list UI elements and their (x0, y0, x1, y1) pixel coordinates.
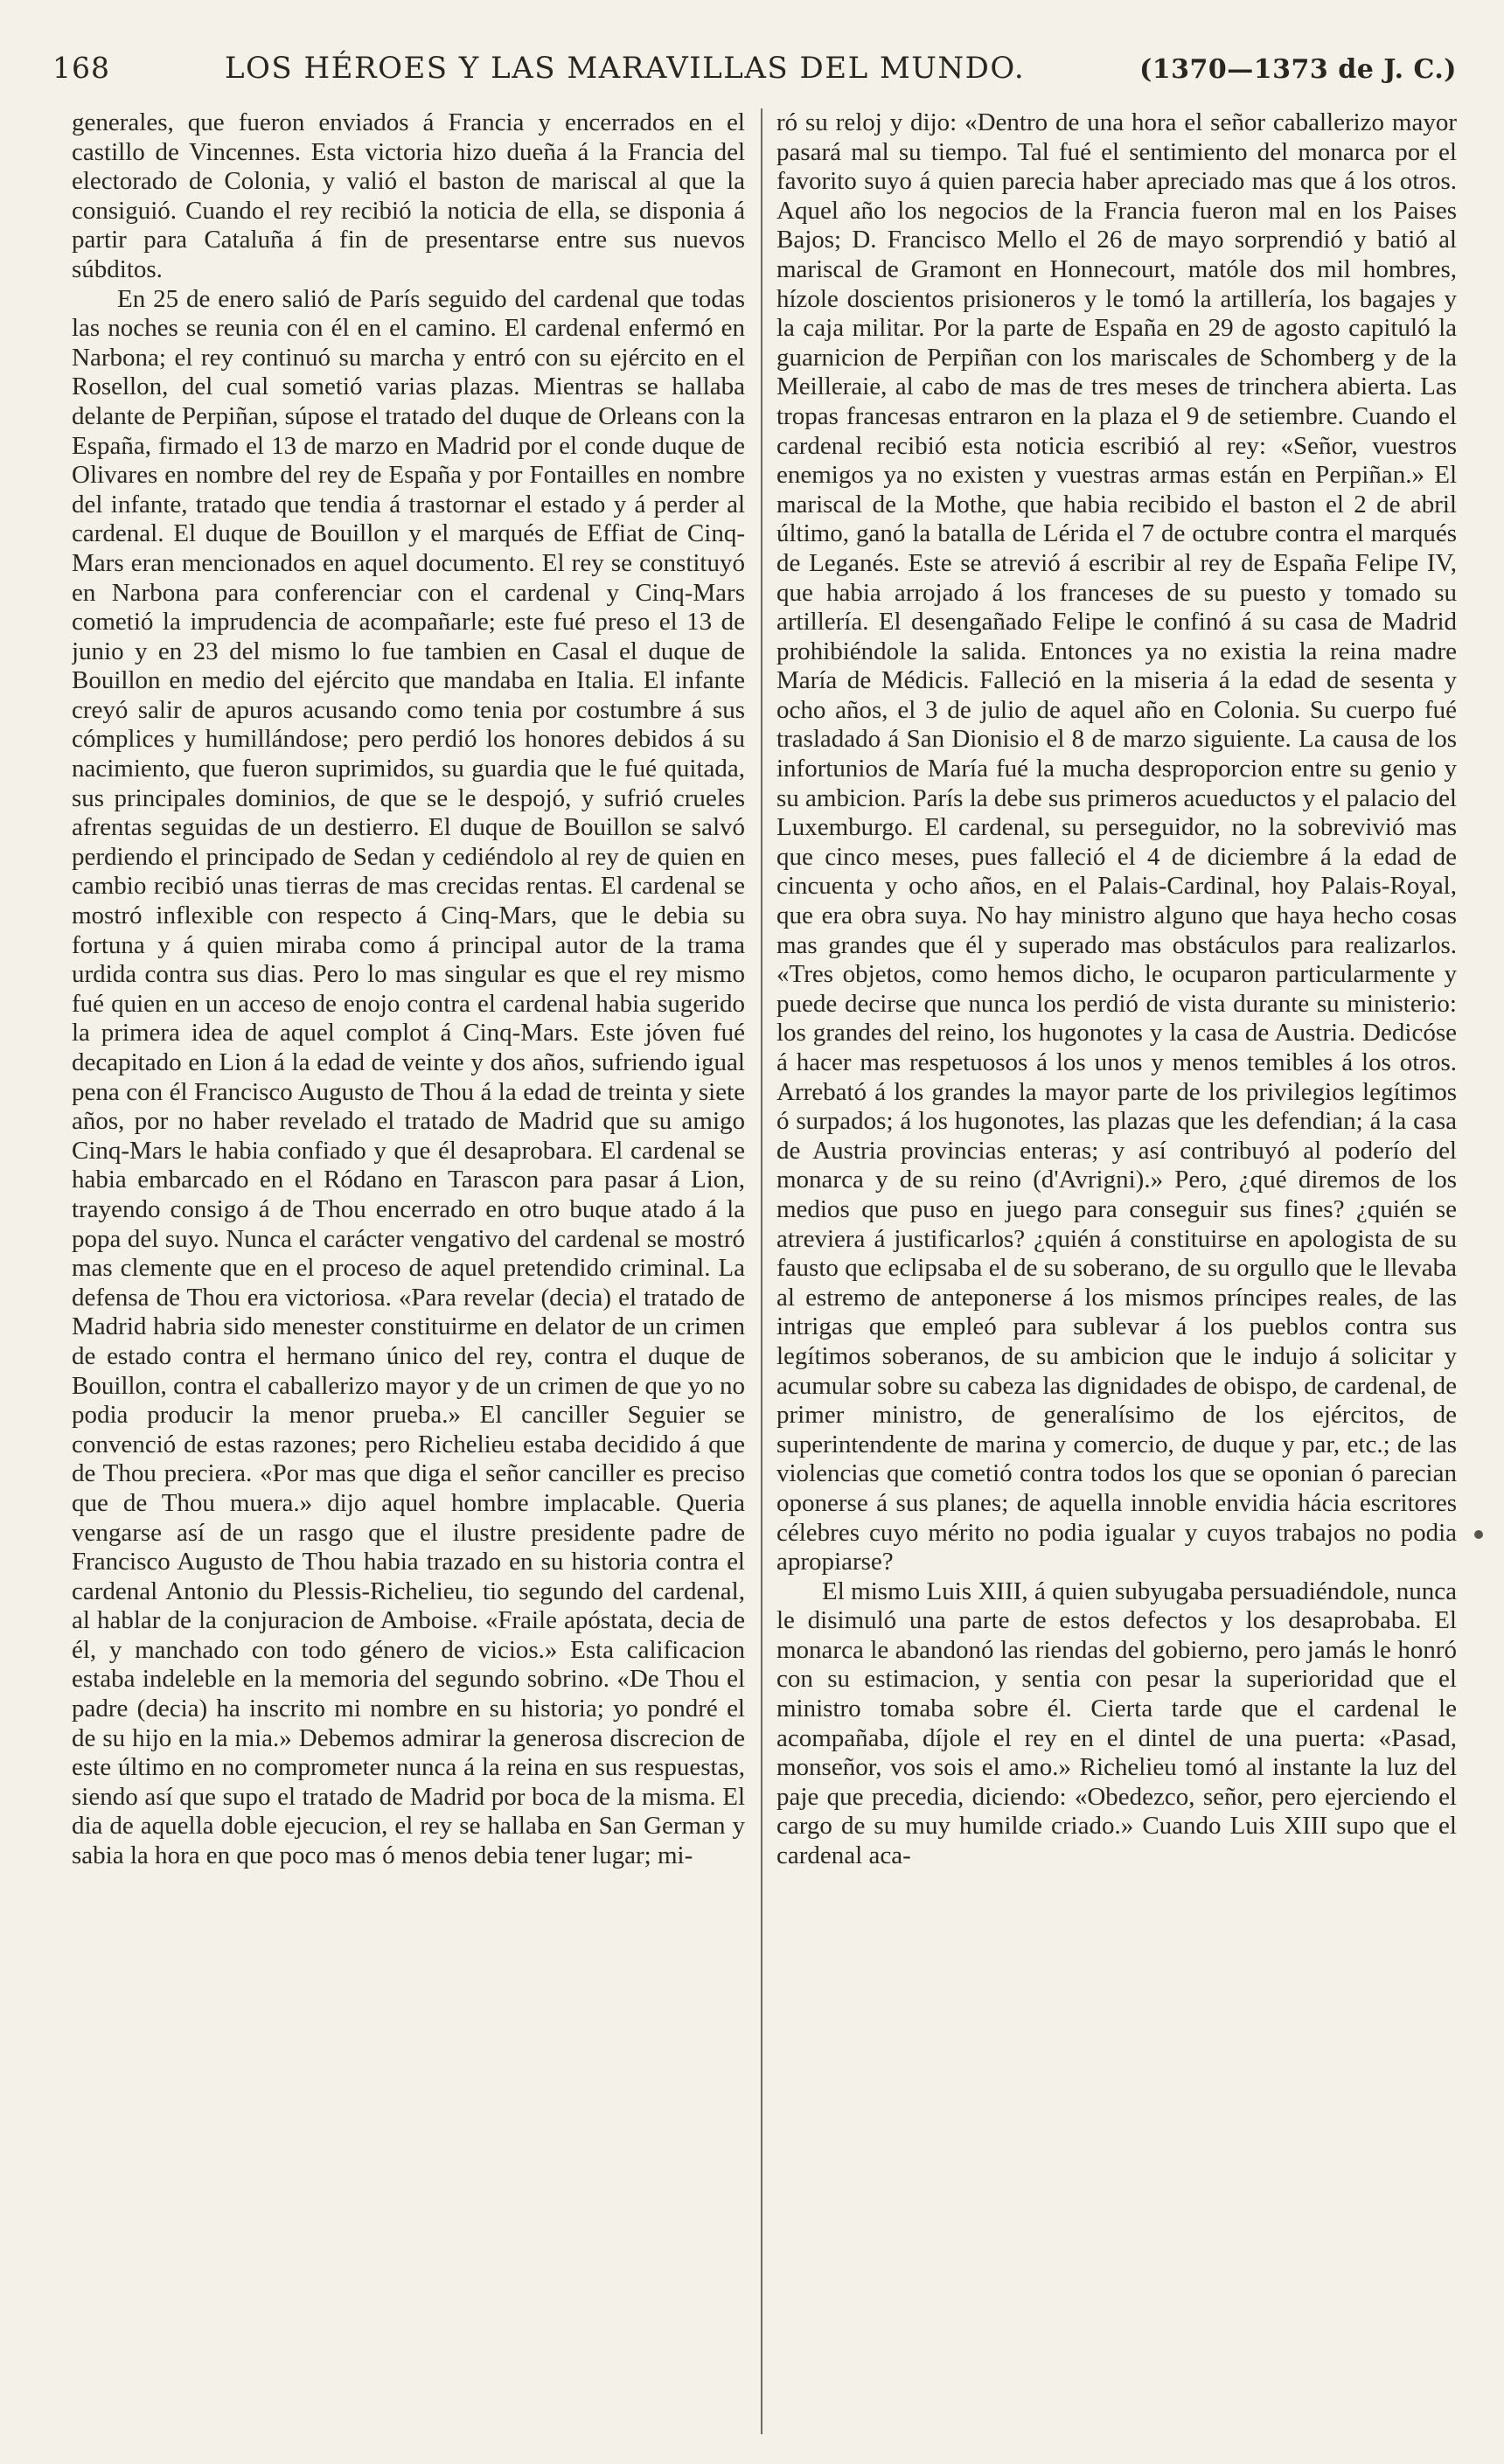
left-column (72, 108, 745, 2434)
left-paragraph-2: En 25 de enero salió de París seguido del cardenal que todas las noches se reunia con él en el camino. El cardenal enfermó en Narbona; el rey continuó su marcha y entró con su ejército en el Rosellon, del cual sometió varias plazas. Mientras se hallaba delante de Perpiñan, súpose el tratado del duque de Orleans con la España, firmado el 13 de marzo en Madrid por el conde duque de Olivares en nombre del rey de España y por Fontailles en nombre del infante, tratado que tendia á trastornar el estado y á perder al cardenal. El duque de Bouillon y el marqués de Effiat de Cinq-Mars eran mencionados en aquel documento. El rey se constituyó en Narbona para conferenciar con el cardenal y Cinq-Mars cometió la imprudencia de acompañarle; este fué preso el 13 de junio y en 23 del mismo lo fue tambien en Casal el duque de Bouillon en medio del ejército que mandaba en Italia. El infante creyó salir de apuros acusando como tenia por costumbre á sus cómplices y humillándose; pero perdió los honores debidos á su nacimiento, que fueron suprimidos, su guardia que le fué quitada, sus principales dominios, de que se le despojó, y sufrió crueles afrentas seguidas de un destierro. El duque de Bouillon se salvó perdiendo el principado de Sedan y cediéndolo al rey de quien en cambio recibió unas tierras de mas crecidas rentas. El cardenal se mostró inflexible con respecto á Cinq-Mars, que le debia su fortuna y á quien miraba como á principal autor de la trama urdida contra sus dias. Pero lo mas singular es que el rey mismo fué quien en un acceso de enojo contra el cardenal habia sugerido la primera idea de aquel complot á Cinq-Mars. Este jóven fué decapitado en Lion á la edad de veinte y dos años, sufriendo igual pena con él Francisco Augusto de Thou á la edad de treinta y siete años, por no haber revelado el tratado de Madrid que su amigo Cinq-Mars le habia confiado y que él desaprobara. El cardenal se habia embarcado en el Ródano en Tarascon para pasar á Lion, trayendo consigo á de Thou encerrado en otro buque atado á la popa del suyo. Nunca el carácter vengativo del cardenal se mostró mas clemente que en el proceso de aquel pretendido criminal. La defensa de Thou era victoriosa. «Para revelar (decia) el tratado de Madrid habria sido menester constituirme en delator de un crimen de estado contra el hermano único del rey, contra el duque de Bouillon, contra el caballerizo mayor y de un crimen de que yo no podia producir la menor prueba.» El canciller Seguier se convenció de estas razones; pero Richelieu estaba decidido á que de Thou preciera. «Por mas que diga el señor canciller es preciso que de Thou muera.» dijo aquel hombre implacable. Queria vengarse así de un rasgo que el ilustre presidente padre de Francisco Augusto de Thou habia trazado en su historia contra el cardenal Antonio du Plessis-Richelieu, tio segundo del cardenal, al hablar de la conjuracion de Amboise. «Fraile apóstata, decia de él, y manchado con todo género de vicios.» Esta calificacion estaba indeleble en la memoria del segundo sobrino. «De Thou el padre (decia) ha inscrito mi nombre en su historia; yo pondré el de su hijo en la mia.» Debemos admirar la generosa discrecion de este último en no comprometer nunca á la reina en sus respuestas, siendo así que supo el tratado de Madrid por boca de la misma. El dia de aquella doble ejecucion, el rey se hallaba en San German y sabia la hora en que poco mas ó menos debia tener lugar; mi- (72, 284, 745, 1870)
page-header (52, 51, 1457, 103)
margin-ink-dot (1474, 1530, 1483, 1539)
running-title: LOS HÉROES Y LAS MARAVILLAS DEL MUNDO. (224, 51, 1026, 86)
right-column (776, 108, 1457, 2434)
left-paragraph-1: generales, que fueron enviados á Francia y encerrados en el castillo de Vincennes. Esta victoria hizo dueña á la Francia del electorado de Colonia, y valió el baston de mariscal al que la consiguió. Cuando el rey recibió la noticia de ella, se disponia á partir para Cataluña á fin de presentarse entre sus nuevos súbditos. (72, 108, 745, 283)
right-paragraph-1: ró su reloj y dijo: «Dentro de una hora el señor caballerizo mayor pasará mal su tiempo. Tal fué el sentimiento del monarca por el favorito suyo á quien parecia haber apreciado mas que á los otros. Aquel año los negocios de la Francia fueron mal en los Paises Bajos; D. Francisco Mello el 26 de mayo sorprendió y batió al mariscal de Gramont en Honnecourt, matóle dos mil hombres, hízole doscientos prisioneros y le tomó la artillería, los bagajes y la caja militar. Por la parte de España en 29 de agosto capituló la guarnicion de Perpiñan con los mariscales de Schomberg y de la Meilleraie, al cabo de mas de tres meses de trinchera abierta. Las tropas francesas entraron en la plaza el 9 de setiembre. Cuando el cardenal recibió esta noticia escribió al rey: «Señor, vuestros enemigos ya no existen y vuestras armas están en Perpiñan.» El mariscal de la Mothe, que habia recibido el baston el 2 de abril último, ganó la batalla de Lérida el 7 de octubre contra el marqués de Leganés. Este se atrevió á escribir al rey de España Felipe IV, que habia arrojado á los franceses de su puesto y tomado su artillería. El desengañado Felipe le confinó á su casa de Madrid prohibiéndole la salida. Entonces ya no existia la reina madre María de Médicis. Falleció en la miseria á la edad de sesenta y ocho años, el 3 de julio de aquel año en Colonia. Su cuerpo fué trasladado á San Dionisio el 8 de marzo siguiente. La causa de los infortunios de María fué la mucha desproporcion entre su genio y su ambicion. París la debe sus primeros acueductos y el palacio del Luxemburgo. El cardenal, su perseguidor, no la sobrevivió mas que cinco meses, pues falleció el 4 de diciembre á la edad de cincuenta y ocho años, en el Palais-Cardinal, hoy Palais-Royal, que era obra suya. No hay ministro alguno que haya hecho cosas mas grandes que él y superado mas obstáculos para realizarlos. «Tres objetos, como hemos dicho, le ocuparon particularmente y puede decirse que nunca los perdió de vista durante su ministerio: los grandes del reino, los hugonotes y la casa de Austria. Dedicóse á hacer mas respetuosos á los unos y menos temibles á los otros. Arrebató á los grandes la mayor parte de los privilegios legítimos ó surpados; á los hugonotes, las plazas que les defendian; á la casa de Austria provincias enteras; y así contribuyó al poderío del monarca y de su reino (d'Avrigni).» Pero, ¿qué diremos de los medios que puso en juego para conseguir sus fines? ¿quién se atreviera á justificarlos? ¿quién á constituirse en apologista de su fausto que eclipsaba el de su soberano, de su orgullo que le llevaba al estremo de anteponerse á los mismos príncipes reales, de las intrigas que empleó para sublevar á los pueblos contra sus legítimos soberanos, de su ambicion que le indujo á solicitar y acumular sobre su cabeza las dignidades de obispo, de cardenal, de primer ministro, de generalísimo de los ejércitos, de superintendente de marina y comercio, de duque y par, etc.; de las violencias que cometió contra todos los que se oponian ó parecian oponerse á sus planes; de aquella innoble envidia hácia escritores célebres cuyo mérito no podia igualar y cuyos trabajos no podia apropiarse? (776, 108, 1457, 1577)
right-paragraph-2: El mismo Luis XIII, á quien subyugaba persuadiéndole, nunca le disimuló una parte de estos defectos y los desaprobaba. El monarca le abandonó las riendas del gobierno, pero jamás le honró con su estimacion, y sentia con pesar la superioridad que el ministro tomaba sobre él. Cierta tarde que el cardenal le acompañaba, díjole el rey en el dintel de una puerta: «Pasad, monseñor, vos sois el amo.» Richelieu tomó al instante la luz del paje que precedia, diciendo: «Obedezco, señor, pero ejerciendo el cargo de su muy humilde criado.» Cuando Luis XIII supo que el cardenal aca- (776, 1577, 1457, 1870)
date-range: (1370—1373 de J. C.) (1139, 54, 1457, 85)
page-number: 168 (52, 51, 110, 85)
column-divider (761, 108, 762, 2434)
